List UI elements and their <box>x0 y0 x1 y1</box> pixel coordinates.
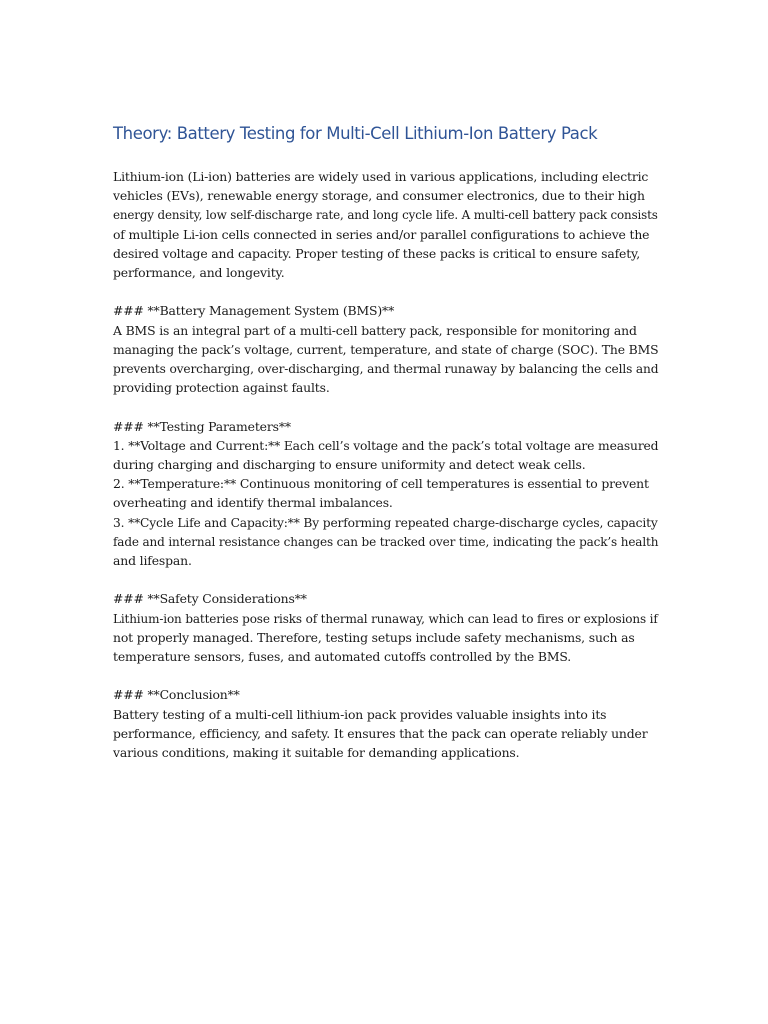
section-heading: ### **Conclusion** <box>113 687 240 703</box>
section-testing-parameters <box>113 417 658 571</box>
section-bms <box>113 301 658 397</box>
text-line: A BMS is an integral part of a multi-cell battery pack, responsible for monitoring and <box>113 322 637 338</box>
section-conclusion <box>113 685 658 762</box>
text-line: providing protection against faults. <box>113 380 330 396</box>
text-line: during charging and discharging to ensure uniformity and detect weak cells. <box>113 457 586 473</box>
text-line: temperature sensors, fuses, and automated cutoffs controlled by the BMS. <box>113 649 572 665</box>
text-line: overheating and identify thermal imbalances. <box>113 495 393 511</box>
text-line: 2. **Temperature:** Continuous monitoring of cell temperatures is essential to prevent <box>113 476 649 492</box>
text-line: vehicles (EVs), renewable energy storage, and consumer electronics, due to their high <box>113 188 645 204</box>
text-line: various conditions, making it suitable for demanding applications. <box>113 745 520 761</box>
text-line: of multiple Li-ion cells connected in series and/or parallel configurations to achieve the <box>113 226 650 242</box>
text-line: 1. **Voltage and Current:** Each cell’s voltage and the pack’s total voltage are measured <box>113 437 659 453</box>
section-heading: ### **Battery Management System (BMS)** <box>113 303 395 319</box>
section-safety-considerations <box>113 589 658 666</box>
text-line: managing the pack’s voltage, current, temperature, and state of charge (SOC). The BMS <box>113 341 659 357</box>
text-line: Lithium-ion (Li-ion) batteries are widely used in various applications, including electric <box>113 169 649 184</box>
section-heading: ### **Safety Considerations** <box>113 591 307 607</box>
text-line: performance, and longevity. <box>113 265 285 281</box>
document-body <box>113 167 658 781</box>
paragraph-introduction <box>113 167 658 282</box>
text-line: performance, efficiency, and safety. It ensures that the pack can operate reliably under <box>113 725 648 741</box>
text-line: energy density, low self-discharge rate, and long cycle life. A multi-cell battery pack consists <box>113 207 658 223</box>
text-line: not properly managed. Therefore, testing setups include safety mechanisms, such as <box>113 629 635 645</box>
page-title: Theory: Battery Testing for Multi-Cell Lithium-Ion Battery Pack <box>113 124 598 143</box>
text-line: prevents overcharging, over-discharging, and thermal runaway by balancing the cells and <box>113 361 659 377</box>
text-line: and lifespan. <box>113 553 192 569</box>
section-heading: ### **Testing Parameters** <box>113 418 291 434</box>
text-line: fade and internal resistance changes can be tracked over time, indicating the pack’s health <box>113 533 659 549</box>
text-line: 3. **Cycle Life and Capacity:** By performing repeated charge-discharge cycles, capacity <box>113 514 658 530</box>
text-line: Lithium-ion batteries pose risks of thermal runaway, which can lead to fires or explosions if <box>113 610 658 626</box>
text-line: Battery testing of a multi-cell lithium-ion pack provides valuable insights into its <box>113 706 607 722</box>
text-line: desired voltage and capacity. Proper testing of these packs is critical to ensure safety, <box>113 245 641 261</box>
